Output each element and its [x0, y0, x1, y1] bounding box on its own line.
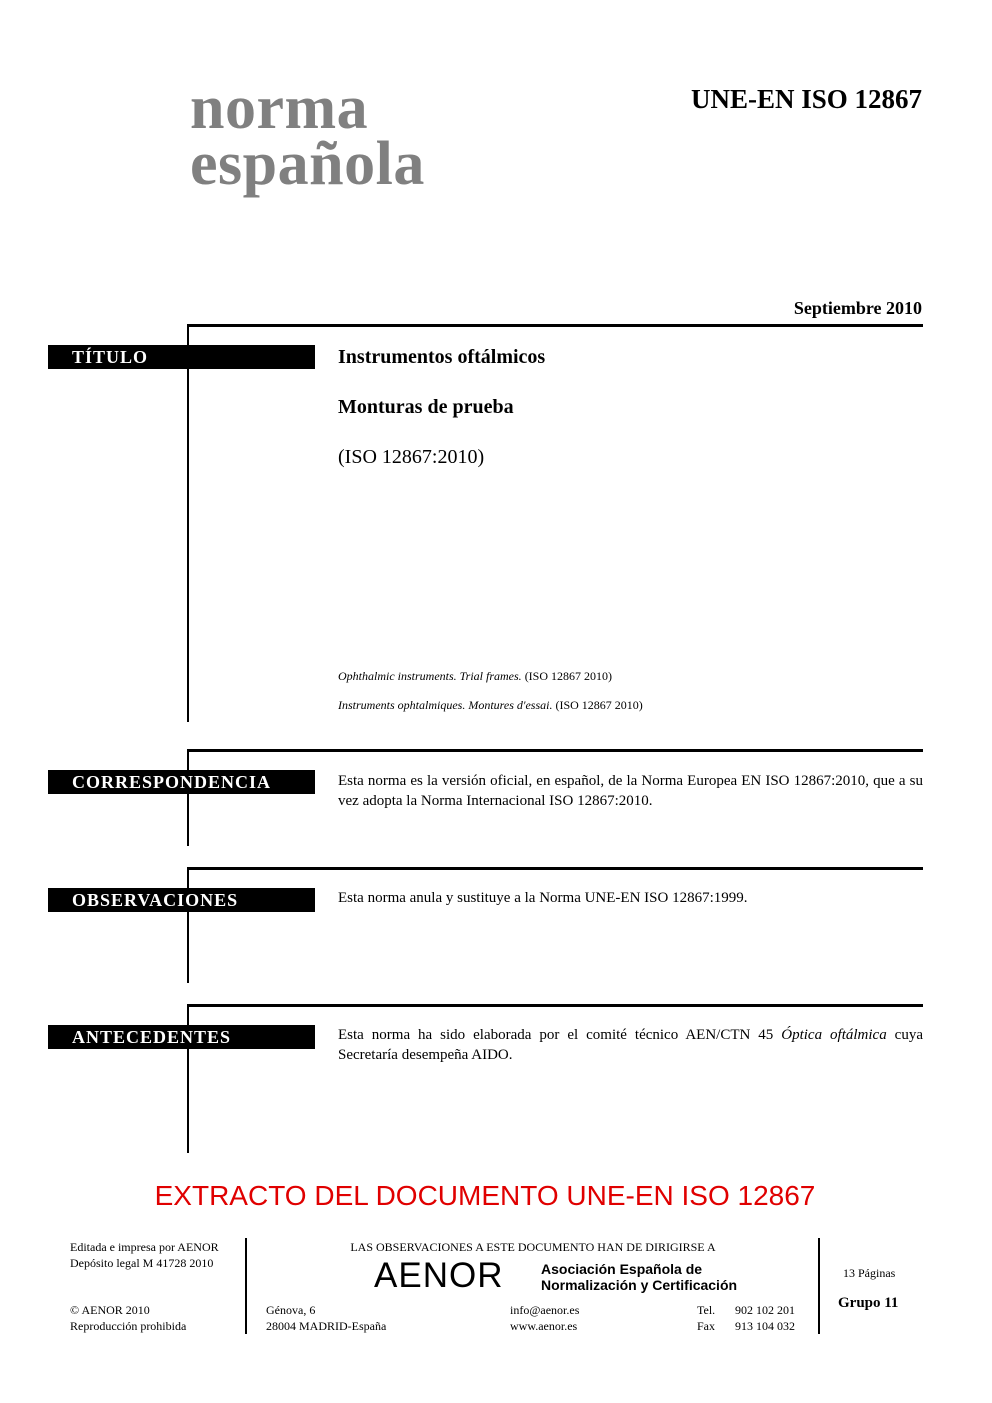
- antecedentes-text: [338, 1025, 923, 1065]
- footer-city: 28004 MADRID-España: [266, 1319, 387, 1333]
- footer-divider-left: [245, 1238, 247, 1334]
- footer-email[interactable]: info@aenor.es: [510, 1303, 580, 1317]
- title-iso-ref: (ISO 12867:2010): [338, 446, 485, 468]
- footer-publisher: [70, 1239, 219, 1271]
- footer-contact-web: [510, 1302, 579, 1334]
- section-divider-antecedentes: [188, 1004, 923, 1007]
- english-title-text: Ophthalmic instruments. Trial frames.: [338, 669, 522, 683]
- label-antecedentes: ANTECEDENTES: [48, 1025, 315, 1049]
- footer-deposit: Depósito legal M 41728 2010: [70, 1256, 214, 1270]
- french-title: [338, 698, 643, 713]
- footer-edited: Editada e impresa por AENOR: [70, 1240, 219, 1254]
- footer-reproduction: Reproducción prohibida: [70, 1319, 187, 1333]
- correspondencia-text: Esta norma es la versión oficial, en español, de la Norma Europea EN ISO 12867:2010, que a su vez adopta la Norma Internacional ISO 12867:2010.: [338, 773, 923, 809]
- footer-street: Génova, 6: [266, 1303, 316, 1317]
- footer-phone-labels: [697, 1302, 715, 1334]
- extract-notice: EXTRACTO DEL DOCUMENTO UNE-EN ISO 12867: [154, 1180, 816, 1211]
- footer-divider-right: [818, 1238, 820, 1334]
- aenor-logo: AENOR: [374, 1256, 504, 1295]
- footer-price-group: Grupo 11: [838, 1295, 899, 1311]
- label-correspondencia: CORRESPONDENCIA: [48, 770, 315, 794]
- aenor-full-name: [541, 1261, 737, 1293]
- french-title-ref: (ISO 12867 2010): [555, 698, 643, 712]
- brand-line-2: española: [190, 130, 425, 198]
- section-rule-correspondencia: [187, 749, 189, 846]
- english-title-ref: (ISO 12867 2010): [524, 669, 613, 683]
- aenor-name-line-2: Normalización y Certificación: [541, 1277, 738, 1293]
- publication-date: Septiembre 2010: [793, 298, 922, 318]
- french-title-text: Instruments ophtalmiques. Montures d'essai.: [338, 698, 553, 712]
- observaciones-text: Esta norma anula y sustituye a la Norma UNE-EN ISO 12867:1999.: [338, 890, 748, 906]
- footer-address: [266, 1302, 386, 1334]
- english-title: [338, 669, 612, 684]
- footer-observations-note: LAS OBSERVACIONES A ESTE DOCUMENTO HAN DE DIRIGIRSE A: [350, 1240, 716, 1254]
- title-line-2: Monturas de prueba: [338, 396, 514, 418]
- footer-tel-label: Tel.: [697, 1303, 716, 1317]
- footer-fax: 913 104 032: [735, 1319, 795, 1333]
- section-divider-titulo: [188, 324, 923, 327]
- footer-website[interactable]: www.aenor.es: [510, 1319, 578, 1333]
- title-line-1: Instrumentos oftálmicos: [338, 346, 546, 368]
- antecedentes-text-end: cuya Secretaría desempeña AIDO.: [338, 1027, 923, 1063]
- aenor-name-line-1: Asociación Española de: [541, 1261, 703, 1277]
- footer-rights: [70, 1302, 186, 1334]
- section-divider-observaciones: [188, 867, 923, 870]
- footer-phone-numbers: [735, 1302, 795, 1334]
- footer-copyright: © AENOR 2010: [70, 1303, 150, 1317]
- footer-tel: 902 102 201: [735, 1303, 795, 1317]
- section-rule-titulo: [187, 324, 189, 722]
- footer-fax-label: Fax: [697, 1319, 715, 1333]
- antecedentes-committee-name: Óptica oftálmica: [781, 1027, 887, 1043]
- label-observaciones: OBSERVACIONES: [48, 888, 315, 912]
- brand-heading: [190, 74, 425, 198]
- section-divider-correspondencia: [188, 749, 923, 752]
- brand-line-1: norma: [190, 74, 369, 142]
- antecedentes-text-start: Esta norma ha sido elaborada por el comité técnico AEN/CTN 45: [338, 1027, 782, 1043]
- footer-page-count: 13 Páginas: [843, 1266, 896, 1280]
- section-rule-observaciones: [187, 867, 189, 983]
- label-titulo: TÍTULO: [48, 345, 315, 369]
- standard-code: UNE-EN ISO 12867: [690, 84, 922, 114]
